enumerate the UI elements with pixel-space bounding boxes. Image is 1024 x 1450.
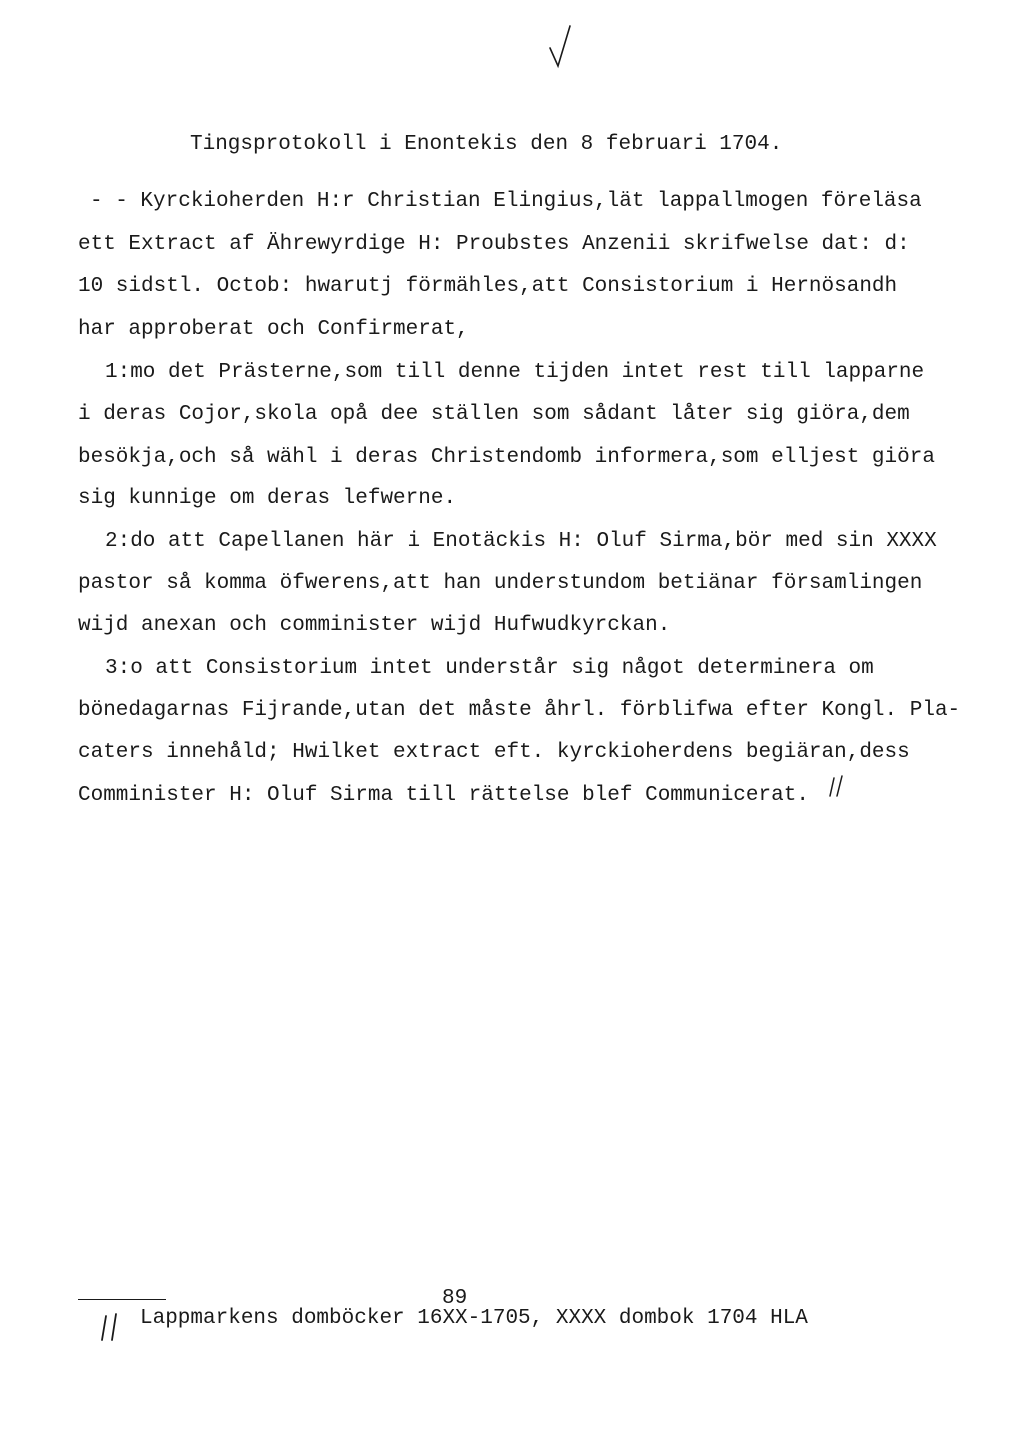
footnote-text: Lappmarkens domböcker 16XX-1705, XXXX dombok 1704 HLA bbox=[140, 1307, 808, 1330]
document-title: Tingsprotokoll i Enontekis den 8 februari 1704. bbox=[190, 133, 783, 156]
text-line-14: caters innehåld; Hwilket extract eft. kyrckioherdens begiäran,dess bbox=[78, 741, 910, 764]
text-line-2: ett Extract af Ährewyrdige H: Proubstes Anzenii skrifwelse dat: d: bbox=[78, 233, 910, 256]
text-line-11: wijd anexan och comminister wijd Hufwudkyrckan. bbox=[78, 614, 671, 637]
text-line-4: har approberat och Confirmerat, bbox=[78, 318, 469, 341]
text-line-8: sig kunnige om deras lefwerne. bbox=[78, 487, 457, 510]
page-number: 89 bbox=[442, 1287, 468, 1310]
footnote-marker-icon bbox=[96, 1310, 128, 1342]
text-line-9: 2:do att Capellanen här i Enotäckis H: Oluf Sirma,bör med sin XXXX bbox=[105, 530, 937, 553]
text-line-15: Comminister H: Oluf Sirma till rättelse blef Communicerat. bbox=[78, 784, 809, 807]
footnote-rule bbox=[78, 1299, 166, 1300]
handwritten-check-mark bbox=[546, 22, 576, 72]
text-line-7: besökja,och så wähl i deras Christendomb informera,som elljest giöra bbox=[78, 446, 935, 469]
text-line-3: 10 sidstl. Octob: hwarutj förmähles,att Consistorium i Hernösandh bbox=[78, 275, 898, 298]
handwritten-margin-mark bbox=[826, 774, 852, 800]
text-line-1: - - Kyrckioherden H:r Christian Elingius,lät lappallmogen föreläsa bbox=[90, 190, 922, 213]
text-line-5: 1:mo det Prästerne,som till denne tijden intet rest till lapparne bbox=[105, 361, 925, 384]
text-line-12: 3:o att Consistorium intet understår sig något determinera om bbox=[105, 657, 874, 680]
text-line-13: bönedagarnas Fijrande,utan det måste åhrl. förblifwa efter Kongl. Pla- bbox=[78, 699, 961, 722]
text-line-6: i deras Cojor,skola opå dee ställen som sådant låter sig giöra,dem bbox=[78, 403, 910, 426]
text-line-10: pastor så komma öfwerens,att han understundom betiänar församlingen bbox=[78, 572, 923, 595]
